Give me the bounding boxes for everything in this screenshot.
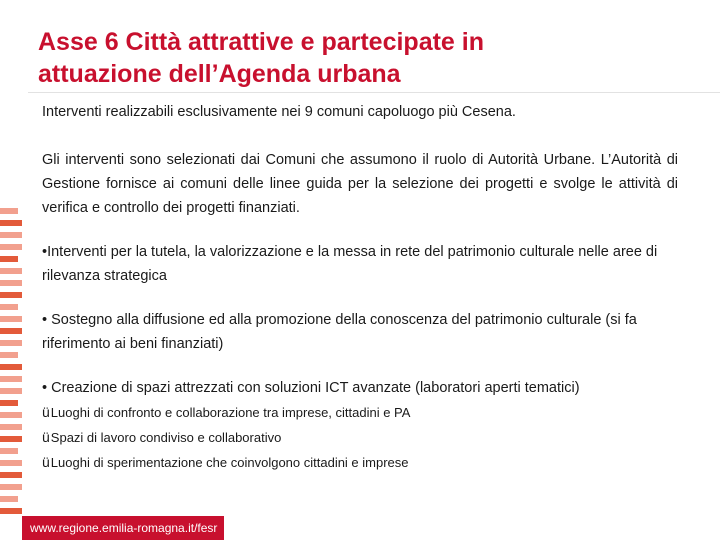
bullet-item-knowledge: • Sostegno alla diffusione ed alla promozione della conoscenza del patrimonio culturale (si fa riferimento ai beni finanziati) (42, 312, 637, 352)
check-mark-icon: ü (42, 454, 50, 470)
title-divider (28, 92, 720, 93)
check-item (42, 425, 678, 450)
stripe (0, 448, 18, 454)
stripe (0, 328, 22, 334)
check-item-label: Luoghi di sperimentazione che coinvolgono cittadini e imprese (50, 455, 409, 470)
stripe (0, 400, 18, 406)
stripe (0, 508, 22, 514)
intro-text: Interventi realizzabili esclusivamente nei 9 comuni capoluogo più Cesena. (42, 104, 516, 120)
stripe (0, 484, 22, 490)
slide-title-line-2: attuazione dell’Agenda urbana (38, 60, 401, 88)
stripe (0, 424, 22, 430)
check-mark-icon: ü (42, 429, 50, 445)
check-item (42, 400, 678, 425)
stripe (0, 436, 22, 442)
stripe (0, 460, 22, 466)
check-item (42, 450, 678, 475)
stripe (0, 208, 18, 214)
stripe (0, 412, 22, 418)
stripe (0, 376, 22, 382)
slide-body (42, 100, 678, 475)
slide-title-line-1: Asse 6 Città attrattive e partecipate in (38, 28, 484, 56)
stripe (0, 316, 22, 322)
stripe (0, 364, 22, 370)
stripe (0, 256, 18, 262)
stripe (0, 268, 22, 274)
stripe (0, 244, 22, 250)
stripe (0, 232, 22, 238)
stripe (0, 304, 18, 310)
slide-title (38, 26, 678, 90)
stripe (0, 220, 22, 226)
check-item-label: Luoghi di confronto e collaborazione tra imprese, cittadini e PA (50, 405, 411, 420)
stripe (0, 280, 22, 286)
stripe (0, 496, 18, 502)
stripe (0, 388, 22, 394)
selection-paragraph: Gli interventi sono selezionati dai Comuni che assumono il ruolo di Autorità Urbane. L’Autorità di Gestione fornisce ai comuni delle linee guida per la selezione dei progetti e svolge le attività di verifica e controllo dei progetti finanziati. (42, 152, 678, 216)
check-mark-icon: ü (42, 404, 50, 420)
check-item-label: Spazi di lavoro condiviso e collaborativo (50, 430, 282, 445)
stripe (0, 292, 22, 298)
footer-url[interactable]: www.regione.emilia-romagna.it/fesr (22, 516, 224, 540)
stripe (0, 352, 18, 358)
bullet-item-ict-spaces: • Creazione di spazi attrezzati con soluzioni ICT avanzate (laboratori aperti tematici) (42, 380, 580, 396)
bullet-item-heritage: •Interventi per la tutela, la valorizzazione e la messa in rete del patrimonio culturale nelle aree di rilevanza strategica (42, 244, 658, 284)
decorative-stripes (0, 208, 22, 540)
stripe (0, 472, 22, 478)
stripe (0, 340, 22, 346)
